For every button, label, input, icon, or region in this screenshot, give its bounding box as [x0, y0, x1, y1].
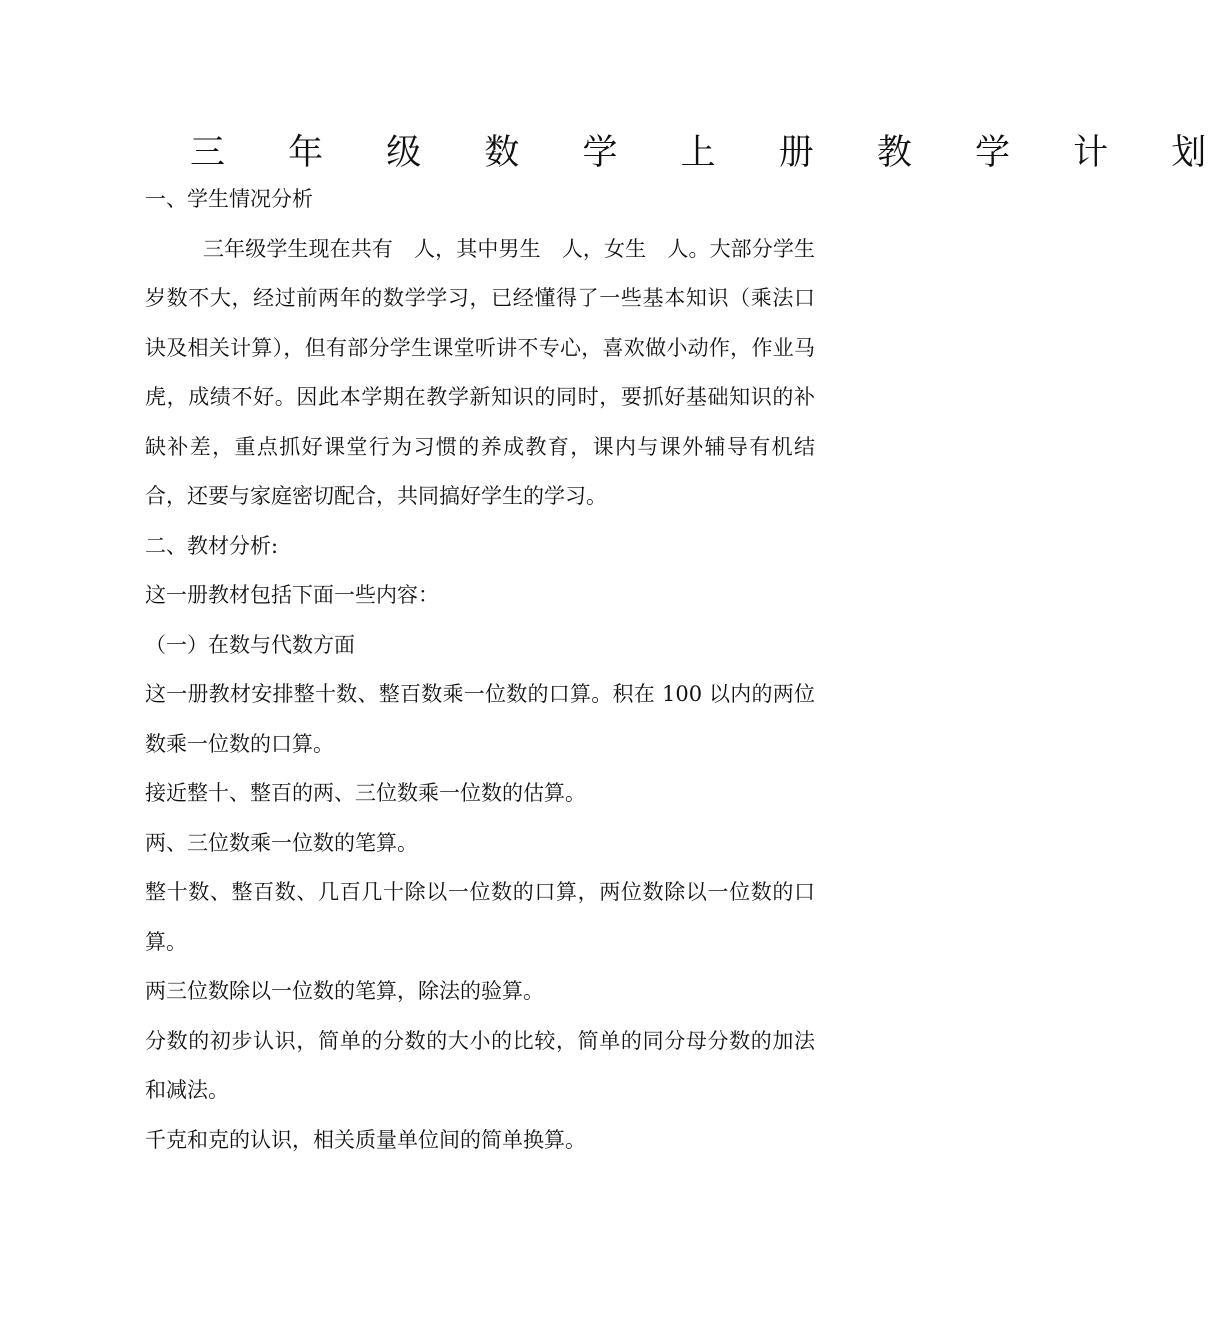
- content-item: 这一册教材安排整十数、整百数乘一位数的口算。积在 100 以内的两位数乘一位数的口算。: [145, 682, 815, 756]
- section-heading-textbook-analysis: 二、教材分析:: [145, 533, 279, 558]
- document-body: [145, 175, 815, 1165]
- content-item: 两、三位数乘一位数的笔算。: [145, 830, 418, 855]
- student-analysis-paragraph: 三年级学生现在共有 人，其中男生 人，女生 人。大部分学生岁数不大，经过前两年的数学学习，已经懂得了一些基本知识（乘法口诀及相关计算），但有部分学生课堂听讲不专心，喜欢做小动作，作业马虎，成绩不好。因此本学期在教学新知识的同时，要抓好基础知识的补缺补差，重点抓好课堂行为习惯的养成教育，课内与课外辅导有机结合，还要与家庭密切配合，共同搞好学生的学习。: [145, 236, 815, 508]
- content-item: 两三位数除以一位数的笔算，除法的验算。: [145, 979, 544, 1003]
- content-item: 分数的初步认识，简单的分数的大小的比较，简单的同分母分数的加法和减法。: [145, 1028, 815, 1102]
- content-item: 整十数、整百数、几百几十除以一位数的口算，两位数除以一位数的口算。: [145, 880, 815, 954]
- content-item: 千克和克的认识，相关质量单位间的简单换算。: [145, 1127, 586, 1152]
- content-item: 接近整十、整百的两、三位数乘一位数的估算。: [145, 781, 586, 805]
- textbook-intro: 这一册教材包括下面一些内容：: [145, 583, 439, 607]
- section-heading-student-analysis: 一、学生情况分析: [145, 187, 313, 211]
- document-title: 三 年 级 数 学 上 册 教 学 计 划: [190, 133, 1232, 173]
- subsection-heading-numbers-algebra: （一）在数与代数方面: [145, 632, 355, 657]
